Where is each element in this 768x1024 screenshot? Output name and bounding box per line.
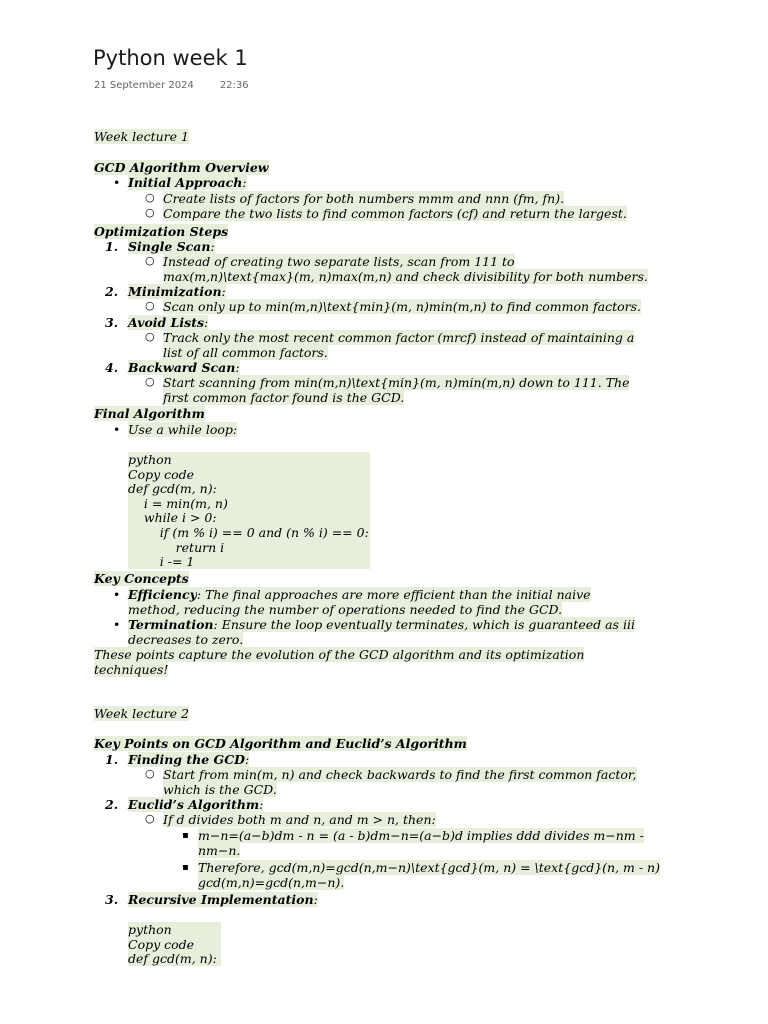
square-bullet-icon: ▪ xyxy=(182,862,189,873)
optimization-step-detail xyxy=(163,390,404,405)
hollow-bullet-icon: ○ xyxy=(145,767,155,780)
summary-line xyxy=(94,647,584,662)
key-concept-text-cont: method, reducing the number of operations needed to find the GCD. xyxy=(128,602,563,617)
page-date: 21 September 2024 xyxy=(94,80,194,91)
optimization-step-label: Backward Scan xyxy=(128,360,236,375)
code-text: return i xyxy=(128,539,225,555)
code-text: i = min(m, n) xyxy=(128,495,228,511)
hollow-bullet-icon: ○ xyxy=(145,375,155,388)
hollow-bullet-icon: ○ xyxy=(145,330,155,343)
l2-subsub-text: gcd(m,n)=gcd(n,m−n). xyxy=(198,875,345,890)
l2-subsub-item xyxy=(198,828,644,843)
step-number: 4. xyxy=(105,360,119,375)
l2-subsub-text: m−n=(a−b)dm - n = (a - b)dm−n=(a−b)d implies ddd divides m−nm - xyxy=(198,828,644,843)
bullet-icon: • xyxy=(113,587,121,602)
key-concept-label: Termination xyxy=(128,617,214,632)
l2-item-detail xyxy=(163,782,277,797)
code-text: def gcd(m, n): xyxy=(128,481,217,497)
l2-subsub-item xyxy=(198,875,344,890)
summary-text: techniques! xyxy=(94,662,169,677)
optimization-step-detail xyxy=(163,299,641,314)
l2-item-label: Euclid’s Algorithm xyxy=(128,797,260,812)
optimization-step-colon: : xyxy=(235,360,240,375)
key-concepts-title-text: Key Concepts xyxy=(94,571,189,586)
key-concept-item xyxy=(128,617,635,632)
optimization-title xyxy=(94,224,228,239)
optimization-step-detail xyxy=(163,345,328,360)
l2-item-detail-text: which is the GCD. xyxy=(163,782,277,797)
step-number: 3. xyxy=(105,315,119,330)
lecture1-heading-text: Week lecture 1 xyxy=(94,129,189,144)
key-concept-item-cont xyxy=(128,602,562,617)
optimization-step-label: Avoid Lists xyxy=(128,315,205,330)
optimization-step xyxy=(128,239,215,254)
gcd-recursive-code-line xyxy=(128,937,194,952)
key-concept-text: : The final approaches are more efficient than the initial naive xyxy=(196,587,591,602)
l2-item xyxy=(128,752,249,767)
gcd-iterative-code-line xyxy=(128,452,172,467)
step-number: 2. xyxy=(105,284,119,299)
gcd-iterative-code-line xyxy=(128,510,217,525)
optimization-step-label: Minimization xyxy=(128,284,222,299)
optimization-step-detail-text: Start scanning from min(m,n)\text{min}(m, n)min(m,n) down to 111. The xyxy=(163,375,630,390)
key-concept-text-cont: decreases to zero. xyxy=(128,632,244,647)
step-number: 2. xyxy=(105,797,119,812)
key-points-title xyxy=(94,736,467,751)
hollow-bullet-icon: ○ xyxy=(145,299,155,312)
code-text: i -= 1 xyxy=(128,554,195,570)
key-concept-item-cont xyxy=(128,632,243,647)
code-text: python xyxy=(128,922,172,937)
final-algorithm-title xyxy=(94,406,205,421)
code-text: Copy code xyxy=(128,466,195,482)
code-text: python xyxy=(128,452,172,467)
initial-approach-item-text: Create lists of factors for both numbers mmm and nnn (fm, fn). xyxy=(163,191,565,206)
initial-approach-item xyxy=(163,191,564,206)
l2-item-detail-text: Start from min(m, n) and check backwards to find the first common factor, xyxy=(163,767,637,782)
bullet-icon: • xyxy=(113,422,121,437)
gcd-recursive-code-line xyxy=(128,951,217,966)
summary-text: These points capture the evolution of the GCD algorithm and its optimization xyxy=(94,647,585,662)
final-algorithm-bullet-text: Use a while loop: xyxy=(128,422,238,437)
key-points-title-text: Key Points on GCD Algorithm and Euclid’s Algorithm xyxy=(94,736,467,751)
gcd-iterative-code-line xyxy=(128,496,228,511)
bullet-icon: • xyxy=(113,175,121,190)
key-concept-label: Efficiency xyxy=(128,587,197,602)
optimization-step-colon: : xyxy=(204,315,209,330)
initial-approach-item-text: Compare the two lists to find common factors (cf) and return the largest. xyxy=(163,206,627,221)
key-concept-text: : Ensure the loop eventually terminates, which is guaranteed as iii xyxy=(213,617,635,632)
gcd-overview-title-text: GCD Algorithm Overview xyxy=(94,160,269,175)
bullet-icon: • xyxy=(113,617,121,632)
initial-approach-label: Initial Approach xyxy=(128,175,243,190)
optimization-step xyxy=(128,284,226,299)
l2-item-detail-text: If d divides both m and n, and m > n, then: xyxy=(163,812,436,827)
l2-item-label: Recursive Implementation xyxy=(128,892,314,907)
gcd-iterative-code-line xyxy=(128,467,194,482)
lecture2-heading xyxy=(94,706,189,721)
gcd-iterative-code-line xyxy=(128,481,217,496)
l2-item-detail xyxy=(163,767,637,782)
l2-subsub-item xyxy=(198,843,240,858)
initial-approach-colon: : xyxy=(242,175,247,190)
optimization-step-detail-text: max(m,n)\text{max}(m, n)max(m,n) and check divisibility for both numbers. xyxy=(163,269,648,284)
page-meta xyxy=(94,79,249,92)
hollow-bullet-icon: ○ xyxy=(145,191,155,204)
final-algorithm-title-text: Final Algorithm xyxy=(94,406,205,421)
optimization-step-detail xyxy=(163,269,648,284)
l2-item xyxy=(128,892,318,907)
code-text: if (m % i) == 0 and (n % i) == 0: xyxy=(128,525,369,540)
l2-item-colon: : xyxy=(245,752,250,767)
l2-subsub-text: nm−n. xyxy=(198,843,241,858)
key-concepts-title xyxy=(94,571,189,586)
l2-item-detail xyxy=(163,812,436,827)
hollow-bullet-icon: ○ xyxy=(145,812,155,825)
optimization-step-detail-text: first common factor found is the GCD. xyxy=(163,390,405,405)
hollow-bullet-icon: ○ xyxy=(145,206,155,219)
step-number: 3. xyxy=(105,892,119,907)
optimization-step-detail-text: list of all common factors. xyxy=(163,345,328,360)
gcd-iterative-code-line xyxy=(128,554,194,569)
initial-approach-item xyxy=(163,206,627,221)
square-bullet-icon: ▪ xyxy=(182,830,189,841)
final-algorithm-bullet xyxy=(128,422,237,437)
code-text: Copy code xyxy=(128,936,195,952)
summary-line xyxy=(94,662,168,677)
optimization-step xyxy=(128,360,240,375)
l2-item-colon: : xyxy=(313,892,318,907)
optimization-step-detail xyxy=(163,254,515,269)
optimization-step-detail-text: Instead of creating two separate lists, scan from 111 to xyxy=(163,254,515,269)
code-text: def gcd(m, n): xyxy=(128,951,217,967)
optimization-step xyxy=(128,315,208,330)
l2-subsub-text: Therefore, gcd(m,n)=gcd(n,m−n)\text{gcd}(m, n) = \text{gcd}(n, m - n) xyxy=(198,860,660,875)
gcd-recursive-code-line xyxy=(128,922,172,937)
l2-item xyxy=(128,797,263,812)
page-title: Python week 1 xyxy=(93,46,248,70)
optimization-step-detail-text: Track only the most recent common factor (mrcf) instead of maintaining a xyxy=(163,330,635,345)
page-time: 22:36 xyxy=(219,80,249,91)
initial-approach xyxy=(128,175,247,190)
optimization-title-text: Optimization Steps xyxy=(94,224,229,239)
optimization-step-detail-text: Scan only up to min(m,n)\text{min}(m, n)min(m,n) to find common factors. xyxy=(163,299,642,314)
l2-subsub-item xyxy=(198,860,660,875)
l2-item-label: Finding the GCD xyxy=(128,752,246,767)
optimization-step-detail xyxy=(163,375,629,390)
gcd-iterative-code-line xyxy=(128,540,224,555)
lecture2-heading-text: Week lecture 2 xyxy=(94,706,189,721)
optimization-step-colon: : xyxy=(221,284,226,299)
gcd-iterative-code-line xyxy=(128,525,369,540)
key-concept-item xyxy=(128,587,591,602)
gcd-overview-title xyxy=(94,160,269,175)
hollow-bullet-icon: ○ xyxy=(145,254,155,267)
optimization-step-label: Single Scan xyxy=(128,239,211,254)
step-number: 1. xyxy=(105,752,119,767)
optimization-step-colon: : xyxy=(210,239,215,254)
lecture1-heading xyxy=(94,129,189,144)
step-number: 1. xyxy=(105,239,119,254)
optimization-step-detail xyxy=(163,330,634,345)
code-text: while i > 0: xyxy=(128,510,217,526)
l2-item-colon: : xyxy=(259,797,264,812)
